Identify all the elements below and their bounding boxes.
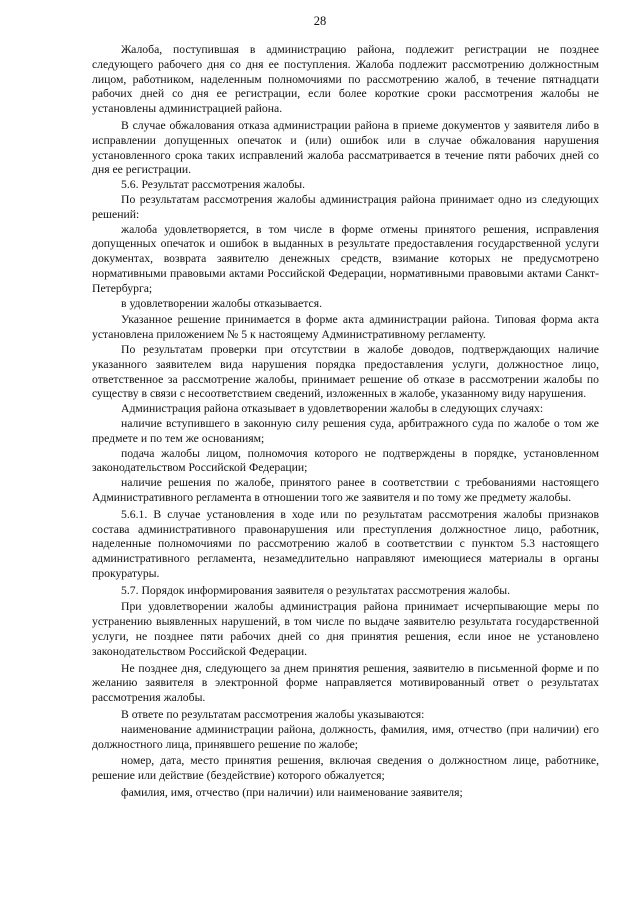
- list-item: фамилия, имя, отчество (при наличии) или наименование заявителя;: [121, 786, 463, 800]
- section-heading: 5.6. Результат рассмотрения жалобы.: [121, 178, 306, 192]
- paragraph: Администрация района отказывает в удовлетворении жалобы в следующих случаях:: [121, 402, 544, 416]
- paragraph: По результатам проверки при отсутствии в жалобе доводов, подтверждающих наличие указанного заявителем вида нарушения порядка предоставления услуги, должностное лицо, ответственное за рассмотрение жалобы, принимает решение об отказе в рассмотрении жалобы по существу в связи с несоответствием сведений, изложенных в жалобе, указанному виду нарушения.: [92, 342, 599, 401]
- list-item: наличие решения по жалобе, принятого ранее в соответствии с требованиями настоящего Административного регламента в отношении того же заявителя и по тому же предмету жалобы.: [92, 476, 599, 504]
- section-heading: 5.7. Порядок информирования заявителя о результатах рассмотрения жалобы.: [121, 583, 511, 597]
- list-item: в удовлетворении жалобы отказывается.: [121, 296, 323, 310]
- paragraph: Указанное решение принимается в форме акта администрации района. Типовая форма акта установлена приложением № 5 к настоящему Административному регламенту.: [92, 313, 599, 342]
- paragraph: При удовлетворении жалобы администрация района принимает исчерпывающие меры по устранению выявленных нарушений, в том числе по выдаче заявителю результата государственной услуги, не позднее пяти рабочих дней со дня принятия решения, если иное не установлено законодательством Российской Федерации.: [92, 600, 599, 658]
- list-item: наименование администрации района, должность, фамилия, имя, отчество (при наличии) его должностного лица, принявшего решение по жалобе;: [92, 722, 599, 751]
- document-body: [92, 43, 599, 801]
- list-item: наличие вступившего в законную силу решения суда, арбитражного суда по жалобе о том же предмете и по тем же основаниям;: [92, 416, 599, 445]
- list-item: подача жалобы лицом, полномочия которого не подтверждены в порядке, установленном законодательством Российской Федерации;: [92, 446, 599, 475]
- paragraph: В случае обжалования отказа администрации района в приеме документов у заявителя либо в исправлении допущенных опечаток и (или) ошибок или в случае обжалования нарушения установленного срока таких исправлений жалоба рассматривается в течение пяти рабочих дней со дня ее регистрации.: [92, 118, 599, 177]
- paragraph: В ответе по результатам рассмотрения жалобы указываются:: [121, 708, 425, 722]
- list-item: жалоба удовлетворяется, в том числе в форме отмены принятого решения, исправления допущенных опечаток и ошибок в выданных в результате предоставления государственной услуги документах, возврата заявителю денежных средств, взимание которых не предусмотрено нормативными правовыми актами Российской Федерации, нормативными правовыми актами Санкт-Петербурга;: [92, 222, 599, 295]
- list-item: номер, дата, место принятия решения, включая сведения о должностном лице, работнике, решение или действие (бездействие) которого обжалуется;: [92, 754, 599, 783]
- paragraph: Не позднее дня, следующего за днем принятия решения, заявителю в письменной форме и по желанию заявителя в электронной форме направляется мотивированный ответ о результатах рассмотрения жалобы.: [92, 661, 599, 705]
- paragraph: По результатам рассмотрения жалобы администрация района принимает одно из следующих решений:: [92, 192, 599, 221]
- paragraph: 5.6.1. В случае установления в ходе или по результатам рассмотрения жалобы признаков состава административного правонарушения или преступления должностное лицо, работник, наделенные полномочиями по рассмотрению жалоб в соответствии с пунктом 5.3 настоящего административного регламента, незамедлительно направляют имеющиеся материалы в органы прокуратуры.: [92, 507, 599, 580]
- paragraph: Жалоба, поступившая в администрацию района, подлежит регистрации не позднее следующего рабочего дня со дня ее поступления. Жалоба подлежит рассмотрению должностным лицом, работником, наделенным полномочиями по рассмотрению жалоб, в течение пятнадцати рабочих дней со дня ее регистрации, если более короткие сроки рассмотрения жалобы не установлены администрацией района.: [92, 43, 599, 116]
- page-number: 28: [313, 14, 327, 28]
